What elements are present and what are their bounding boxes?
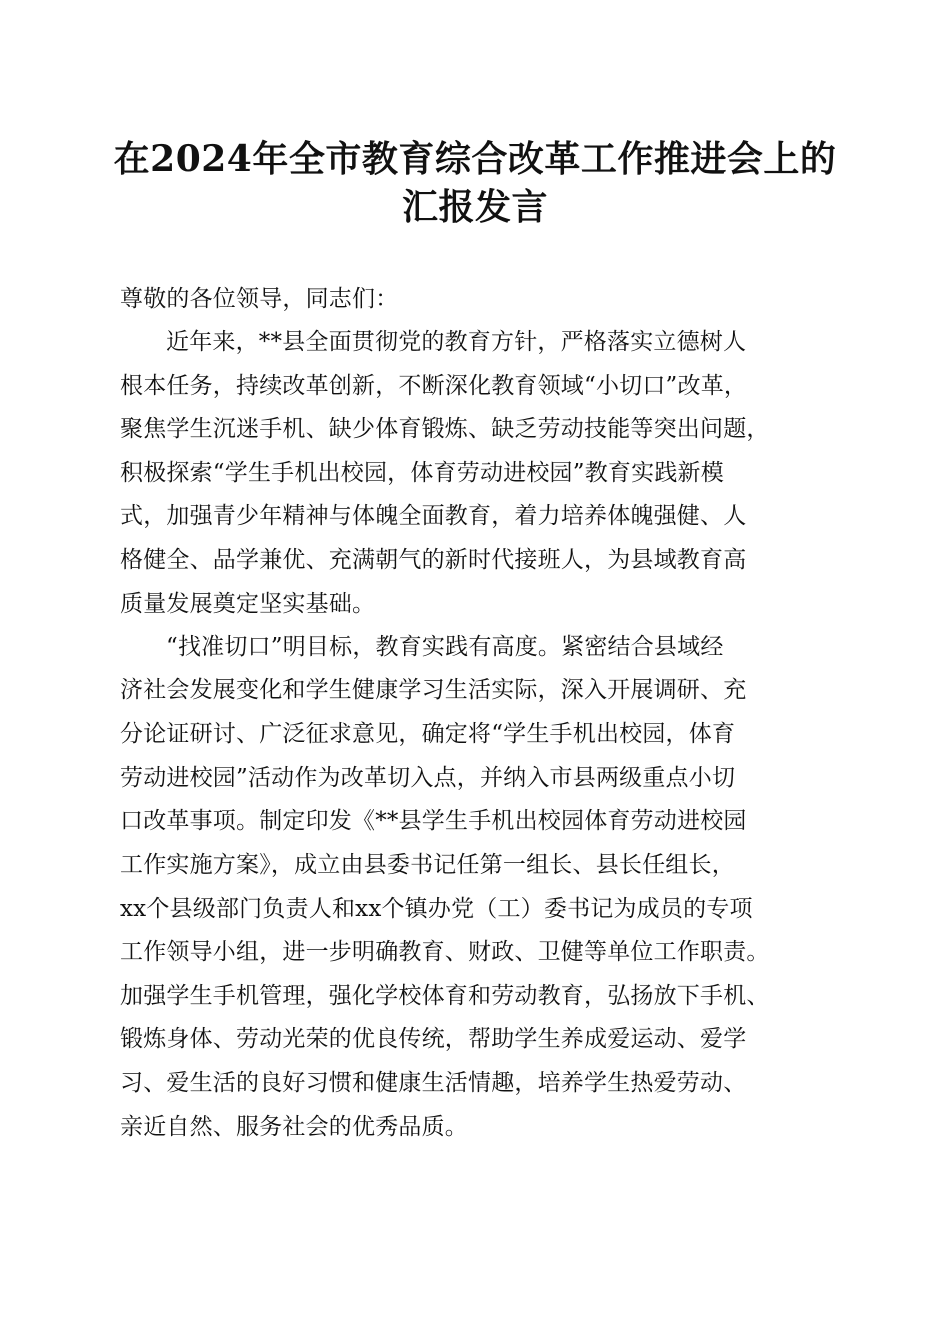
paragraph-2-line: 济社会发展变化和学生健康学习生活实际，深入开展调研、充 (120, 677, 747, 703)
greeting: 尊敬的各位领导，同志们： (120, 286, 399, 312)
paragraph-2-line: 劳动进校园”活动作为改革切入点，并纳入市县两级重点小切 (120, 765, 736, 791)
paragraph-2-line: 工作实施方案》，成立由县委书记任第一组长、县长任组长， (120, 852, 735, 878)
document-title-line-1: 在2024年全市教育综合改革工作推进会上的 (113, 138, 837, 180)
paragraph-2-line: xx个县级部门负责人和xx个镇办党（工）委书记为成员的专项 (120, 896, 753, 922)
paragraph-2-line: 锻炼身体、劳动光荣的优良传统，帮助学生养成爱运动、爱学 (120, 1026, 747, 1052)
paragraph-1-line: 聚焦学生沉迷手机、缺少体育锻炼、缺乏劳动技能等突出问题， (120, 416, 770, 442)
paragraph-2-line: 分论证研讨、广泛征求意见，确定将“学生手机出校园，体育 (120, 721, 736, 747)
paragraph-1-line: 根本任务，持续改革创新，不断深化教育领域“小切口”改革， (120, 373, 748, 399)
paragraph-1-line: 格健全、品学兼优、充满朝气的新时代接班人，为县域教育高 (120, 547, 747, 573)
document-title-line-2: 汇报发言 (401, 186, 548, 228)
paragraph-1-line: 积极探索“学生手机出校园，体育劳动进校园”教育实践新模 (120, 460, 724, 486)
paragraph-1-line: 质量发展奠定坚实基础。 (120, 591, 376, 617)
paragraph-1-line: 近年来，**县全面贯彻党的教育方针，严格落实立德树人 (166, 329, 747, 355)
paragraph-2-line: “找准切口”明目标，教育实践有高度。紧密结合县域经 (166, 634, 724, 660)
paragraph-2-line: 习、爱生活的良好习惯和健康生活情趣，培养学生热爱劳动、 (120, 1070, 747, 1096)
paragraph-2-line: 亲近自然、服务社会的优秀品质。 (120, 1114, 468, 1140)
paragraph-2-line: 加强学生手机管理，强化学校体育和劳动教育，弘扬放下手机、 (120, 983, 770, 1009)
paragraph-2-line: 工作领导小组，进一步明确教育、财政、卫健等单位工作职责。 (120, 939, 770, 965)
paragraph-2-line: 口改革事项。制定印发《**县学生手机出校园体育劳动进校园 (120, 808, 747, 834)
paragraph-1-line: 式，加强青少年精神与体魄全面教育，着力培养体魄强健、人 (120, 503, 747, 529)
